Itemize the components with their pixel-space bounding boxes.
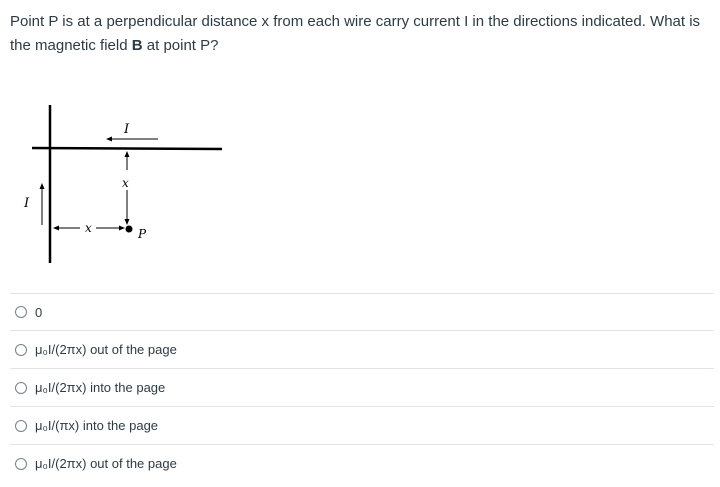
left-current-arrowhead bbox=[40, 183, 45, 189]
vertical-distance-label: x bbox=[122, 176, 129, 190]
answer-label: μ₀I/(πx) into the page bbox=[35, 418, 159, 433]
question-text bbox=[10, 10, 710, 58]
radio-button-icon[interactable] bbox=[15, 458, 27, 470]
answer-option-2[interactable] bbox=[10, 330, 714, 368]
field-symbol: B bbox=[131, 37, 143, 54]
vertical-distance-arrowhead-down bbox=[125, 219, 130, 225]
answer-label: 0 bbox=[35, 304, 43, 320]
horizontal-wire bbox=[32, 148, 222, 149]
vertical-distance-arrowhead-up bbox=[125, 151, 130, 157]
radio-button-icon[interactable] bbox=[15, 344, 27, 356]
answer-label: μ₀I/(2πx) out of the page bbox=[35, 456, 177, 471]
radio-button-icon[interactable] bbox=[15, 306, 27, 318]
left-current-label: I bbox=[24, 196, 30, 211]
point-p-dot bbox=[126, 226, 133, 233]
wire-diagram bbox=[0, 95, 240, 275]
horizontal-distance-arrowhead-left bbox=[53, 226, 59, 231]
answer-option-5[interactable] bbox=[10, 444, 714, 482]
radio-button-icon[interactable] bbox=[15, 382, 27, 394]
answer-label: μ₀I/(2πx) out of the page bbox=[35, 342, 177, 357]
horizontal-distance-label: x bbox=[85, 221, 92, 235]
top-current-label: I bbox=[124, 122, 130, 137]
answer-label: μ₀I/(2πx) into the page bbox=[35, 380, 166, 395]
horizontal-distance-arrowhead-right bbox=[119, 226, 125, 231]
answer-option-3[interactable] bbox=[10, 368, 714, 406]
radio-button-icon[interactable] bbox=[15, 420, 27, 432]
question-text-part: Point P is at a perpendicular distance x from each wire carry current I in the directions indicated. What is the magnetic field bbox=[10, 13, 701, 54]
top-current-arrowhead bbox=[106, 137, 112, 142]
point-p-label: P bbox=[138, 227, 147, 241]
answer-option-4[interactable] bbox=[10, 406, 714, 444]
answer-list bbox=[10, 293, 714, 482]
answer-option-1[interactable] bbox=[10, 293, 714, 330]
question-text-end: at point P? bbox=[142, 37, 219, 54]
